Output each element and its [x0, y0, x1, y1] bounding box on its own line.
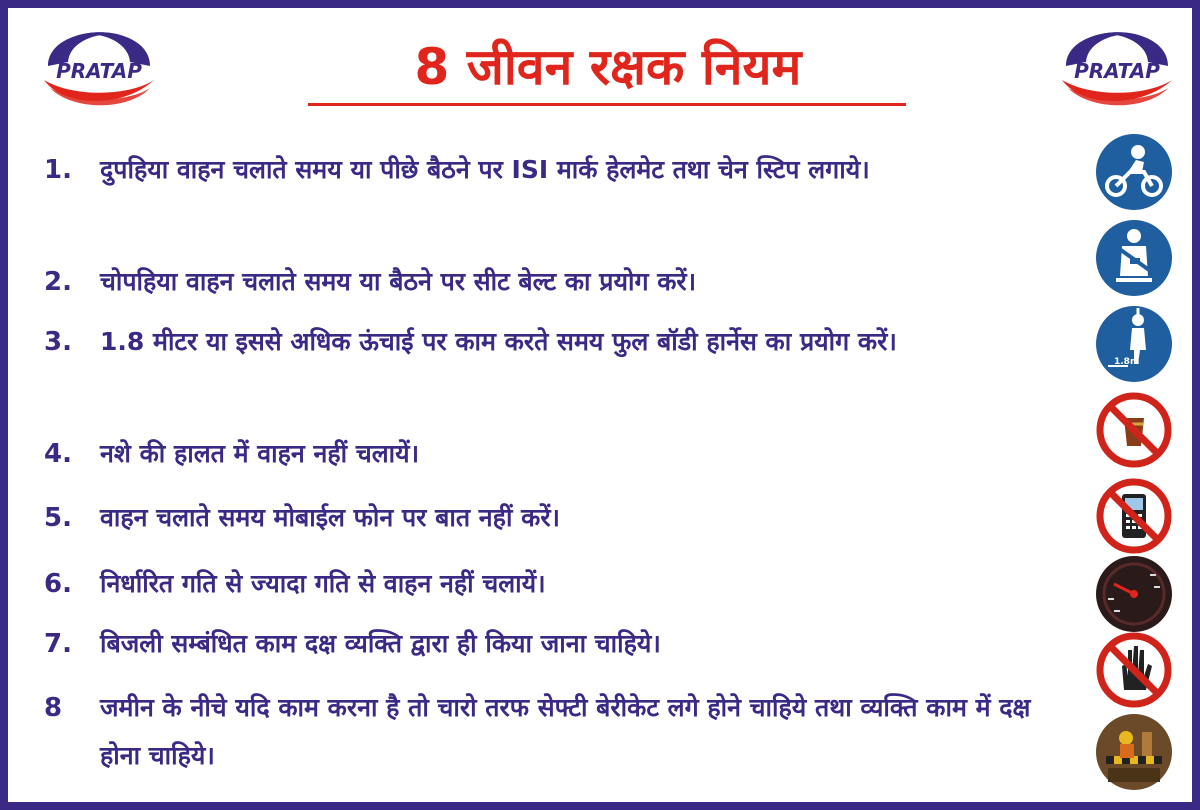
page-title: 8 जीवन रक्षक नियम	[414, 38, 802, 96]
pratap-logo-right	[1052, 22, 1182, 112]
rule-text: नशे की हालत में वाहन नहीं चलायें।	[100, 439, 420, 468]
excavation-barricade-icon	[1094, 712, 1174, 792]
safety-harness-icon	[1094, 304, 1174, 384]
rule-number: 2.	[44, 267, 72, 297]
title-underline	[308, 103, 906, 106]
seat-belt-icon	[1094, 218, 1174, 298]
rule-number: 4.	[44, 439, 72, 469]
logo-text: PRATAP	[56, 59, 142, 83]
no-touch-hand-icon	[1094, 630, 1174, 710]
pratap-logo-left	[34, 22, 164, 112]
rule-text: चोपहिया वाहन चलाते समय या बैठने पर सीट बेल्ट का प्रयोग करें।	[100, 267, 697, 296]
rule-text: जमीन के नीचे यदि काम करना है तो चारो तरफ सेफ्टी बेरीकेट लगे होने चाहिये तथा व्यक्ति काम में दक्ष होना चाहिये।	[100, 693, 1031, 770]
rule-number: 1.	[44, 155, 72, 185]
rule-text: 1.8 मीटर या इससे अधिक ऊंचाई पर काम करते समय फुल बॉडी हार्नेस का प्रयोग करें।	[100, 327, 897, 356]
no-mobile-phone-icon	[1094, 476, 1174, 556]
speedometer-icon	[1094, 554, 1174, 634]
rule-text: वाहन चलाते समय मोबाईल फोन पर बात नहीं करें।	[100, 503, 561, 532]
harness-height-label: 1.8m	[1114, 357, 1140, 367]
no-alcohol-icon	[1094, 390, 1174, 470]
rule-number: 7.	[44, 629, 72, 659]
rule-text: दुपहिया वाहन चलाते समय या पीछे बैठने पर ISI मार्क हेलमेट तथा चेन स्टिप लगाये।	[100, 155, 870, 184]
rule-number: 6.	[44, 569, 72, 599]
rule-number: 3.	[44, 327, 72, 357]
rule-text: बिजली सम्बंधित काम दक्ष व्यक्ति द्वारा ही किया जाना चाहिये।	[100, 629, 661, 658]
motorcycle-helmet-icon	[1094, 132, 1174, 212]
logo-text: PRATAP	[1074, 59, 1160, 83]
rule-number: 8	[44, 693, 63, 723]
rule-text: निर्धारित गति से ज्यादा गति से वाहन नहीं चलायें।	[100, 569, 546, 598]
rule-number: 5.	[44, 503, 72, 533]
